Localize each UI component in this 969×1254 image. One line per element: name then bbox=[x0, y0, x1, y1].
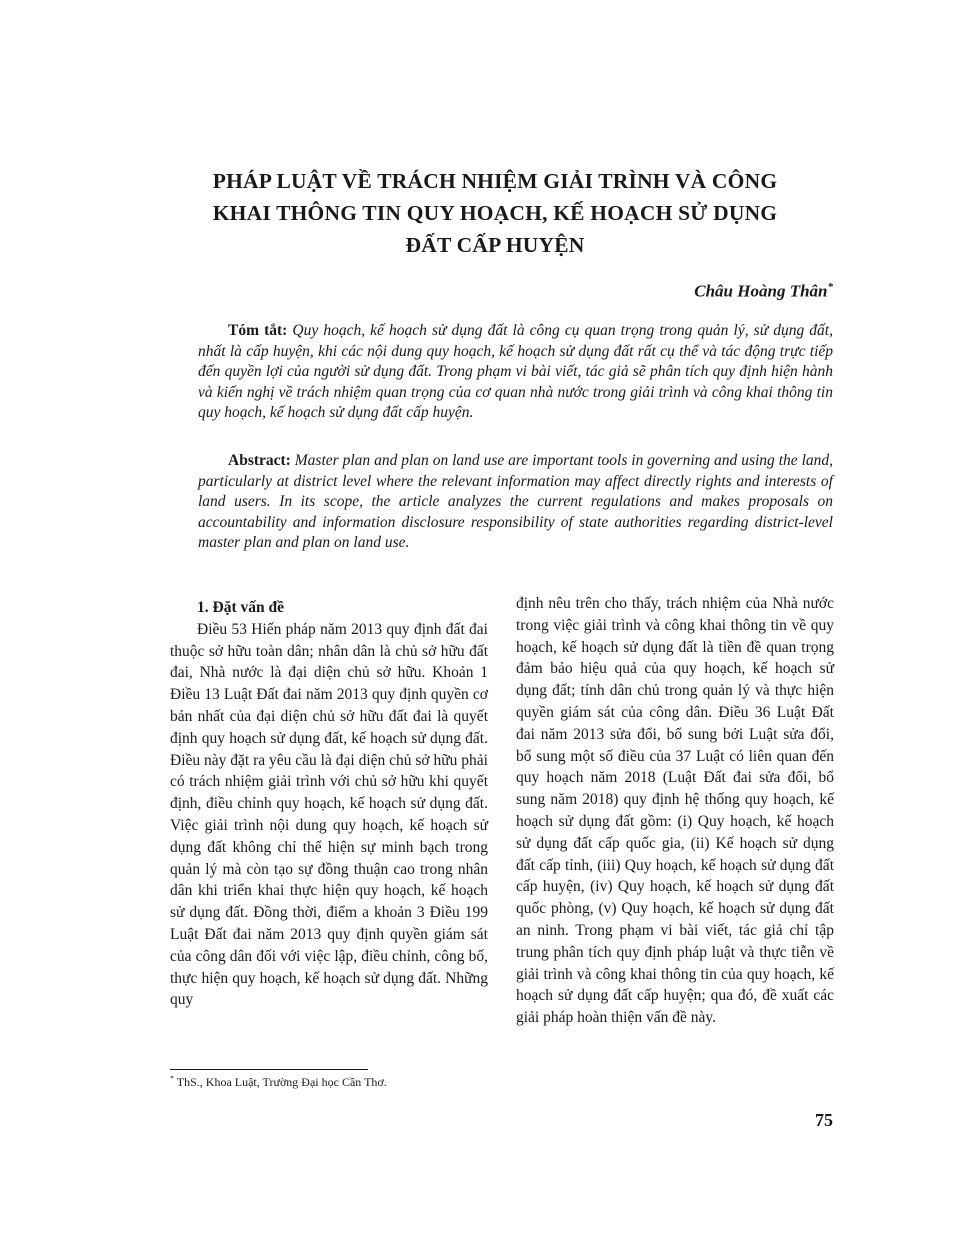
abstract-en-text: Master plan and plan on land use are important tools in governing and using the land, particularly at district level where the relevant information may affect directly rights and interests of land users. In its scope, the article analyzes the current regulations and makes proposals on accountability and information disclosure responsibility of state authorities regarding district-level master plan and plan on land use. bbox=[198, 452, 833, 552]
author-name: Châu Hoàng Thân bbox=[694, 281, 828, 301]
section-heading: 1. Đặt vấn đề bbox=[197, 599, 284, 616]
title-line-2: KHAI THÔNG TIN QUY HOẠCH, KẾ HOẠCH SỬ DỤNG bbox=[212, 201, 778, 225]
footnote bbox=[170, 1074, 387, 1090]
abstract-english bbox=[198, 451, 833, 554]
body-paragraph-left: Điều 53 Hiến pháp năm 2013 quy định đất đai thuộc sở hữu toàn dân; nhân dân là chủ sở hữu đất đai, Nhà nước là đại diện chủ sở hữu. Khoản 1 Điều 13 Luật Đất đai năm 2013 quy định quyền cơ bản nhất của đại diện chủ sở hữu đất đai là quyết định quy hoạch sử dụng đất, kế hoạch sử dụng đất. Điều này đặt ra yêu cầu là đại diện chủ sở hữu phải có trách nhiệm giải trình với chủ sở hữu khi quyết định, điều chỉnh quy hoạch, kế hoạch sử dụng đất. Việc giải trình nội dung quy hoạch, kế hoạch sử dụng đất không chỉ thể hiện sự minh bạch trong quản lý mà còn tạo sự đồng thuận cao trong nhân dân khi triển khai thực hiện quy hoạch, kế hoạch sử dụng đất. Đồng thời, điểm a khoản 3 Điều 199 Luật Đất đai năm 2013 quy định quyền giám sát của công dân đối với việc lập, điều chỉnh, công bố, thực hiện quy hoạch, kế hoạch sử dụng đất. Những quy bbox=[170, 620, 488, 1009]
footnote-mark: * bbox=[170, 1074, 174, 1083]
body-paragraph-right: định nêu trên cho thấy, trách nhiệm của Nhà nước trong việc giải trình và công khai thông tin về quy hoạch, kế hoạch sử dụng đất là tiền đề quan trọng đảm bảo hiệu quả của quy hoạch, kế hoạch sử dụng đất; tính dân chủ trong quản lý và thực hiện quyền giám sát của công dân. Điều 36 Luật Đất đai năm 2013 sửa đổi, bổ sung bởi Luật sửa đổi, bổ sung một số điều của 37 Luật có liên quan đến quy hoạch năm 2018 (Luật Đất đai sửa đổi, bổ sung năm 2018) quy định hệ thống quy hoạch, kế hoạch sử dụng đất gồm: (i) Quy hoạch, kế hoạch sử dụng đất cấp quốc gia, (ii) Kế hoạch sử dụng đất cấp tỉnh, (iii) Quy hoạch, kế hoạch sử dụng đất cấp huyện, (iv) Quy hoạch, kế hoạch sử dụng đất quốc phòng, (v) Quy hoạch, kế hoạch sử dụng đất an ninh. Trong phạm vi bài viết, tác giả chỉ tập trung phân tích quy định pháp luật và thực tiễn về giải trình và công khai thông tin của quy hoạch, kế hoạch sử dụng đất cấp huyện; qua đó, đề xuất các giải pháp hoàn thiện vấn đề này. bbox=[516, 595, 834, 1027]
body-column-left bbox=[170, 597, 488, 1011]
title-line-1: PHÁP LUẬT VỀ TRÁCH NHIỆM GIẢI TRÌNH VÀ CÔNG bbox=[212, 169, 778, 193]
abstract-vietnamese bbox=[198, 321, 833, 424]
footnote-divider bbox=[170, 1069, 368, 1070]
author-footnote-mark: * bbox=[827, 281, 833, 293]
title-line-3: ĐẤT CẤP HUYỆN bbox=[405, 233, 585, 257]
article-title bbox=[150, 165, 840, 261]
page-number: 75 bbox=[815, 1110, 833, 1130]
abstract-vi-text: Quy hoạch, kế hoạch sử dụng đất là công cụ quan trọng trong quản lý, sử dụng đất, nhất là cấp huyện, khi các nội dung quy hoạch, kế hoạch sử dụng đất rất cụ thể và tác động trực tiếp đến quyền lợi của người sử dụng đất. Trong phạm vi bài viết, tác giả sẽ phân tích quy định hiện hành và kiến nghị về trách nhiệm quan trọng của cơ quan nhà nước trong giải trình và công khai thông tin quy hoạch, kế hoạch sử dụng đất cấp huyện. bbox=[198, 322, 833, 422]
footnote-text: ThS., Khoa Luật, Trường Đại học Cần Thơ. bbox=[174, 1075, 387, 1089]
body-column-right bbox=[516, 593, 834, 1029]
abstract-en-label: Abstract: bbox=[228, 452, 291, 469]
author-byline bbox=[694, 281, 833, 302]
abstract-vi-label: Tóm tắt: bbox=[228, 322, 288, 339]
